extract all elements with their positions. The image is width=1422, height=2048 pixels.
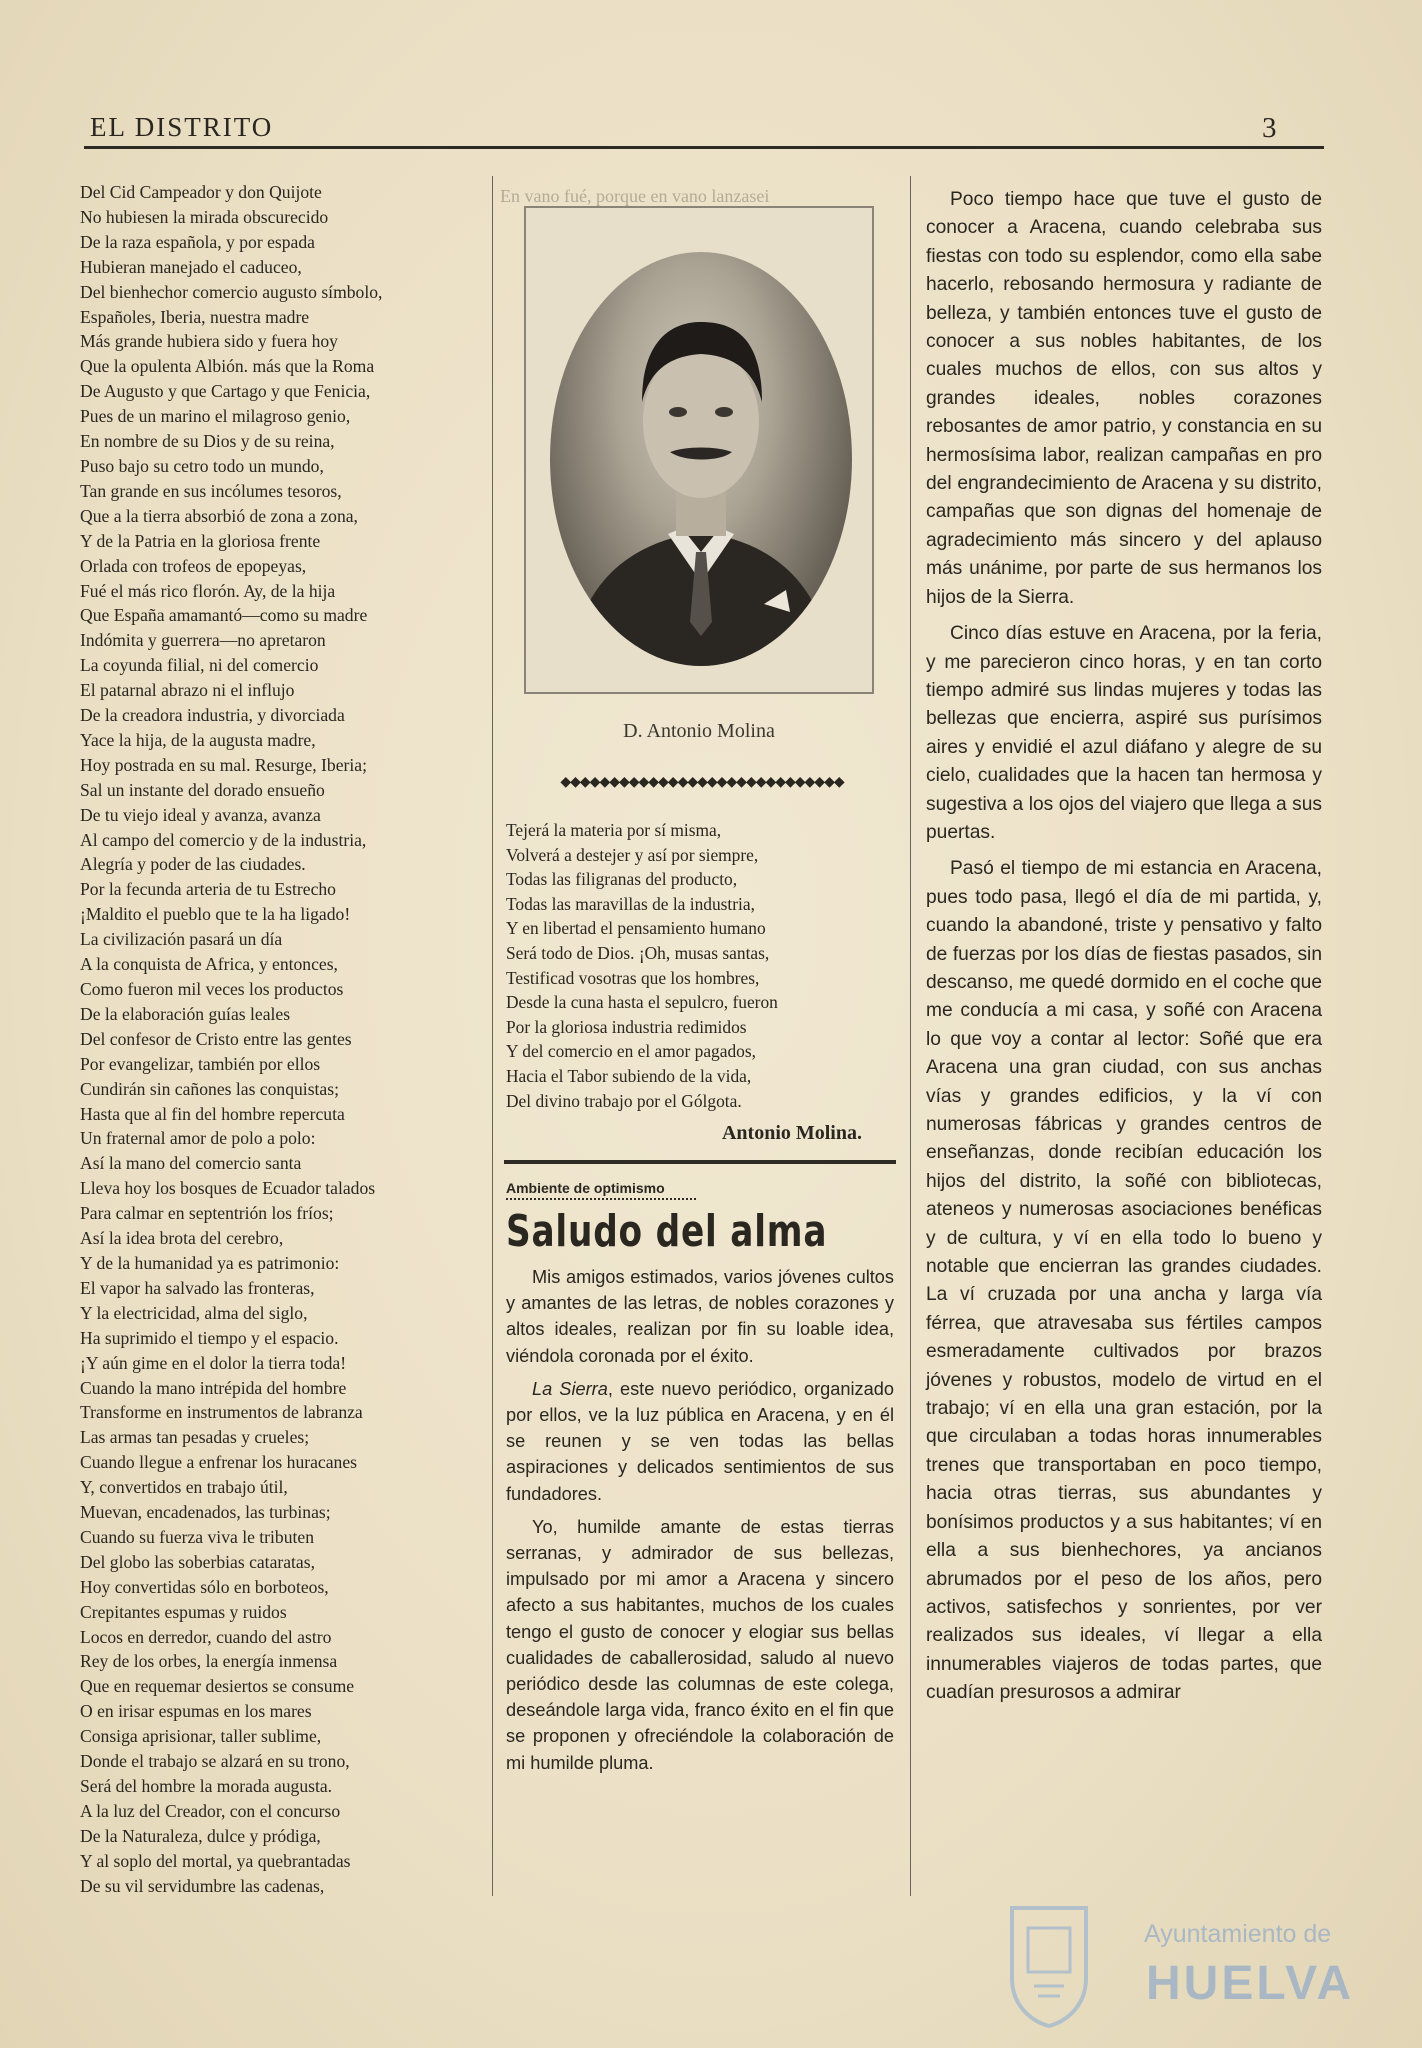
- right-paragraph: Cinco días estuve en Aracena, por la feria, y me parecieron cinco horas, y en tan corto tiempo admiré sus lindas mujeres y todas las bellezas que encierra, aspiré sus purísimos aires y envidié el azul diáfano y alegre de su cielo, cualidades que la hacen tan hermosa y sugestiva a los ojos del viajero que llega a sus puertas.: [926, 623, 1322, 843]
- newspaper-name: La Sierra: [532, 1378, 608, 1399]
- poem-left-column: [80, 180, 480, 1899]
- poem-middle-column: [506, 818, 890, 1113]
- watermark-line2: HUELVA: [1146, 1957, 1355, 2010]
- section-label-underline: [506, 1198, 696, 1200]
- poem-line: Consiga aprisionar, taller sublime,: [80, 1726, 322, 1747]
- poem-line: Y del comercio en el amor pagados,: [506, 1041, 756, 1062]
- bleed-through-text: En vano fué, porque en vano lanzasei: [500, 186, 770, 206]
- article-headline: Saludo del alma: [506, 1206, 828, 1257]
- page-number: 3: [1262, 112, 1277, 144]
- poem-line: Y en libertad el pensamiento humano: [506, 918, 766, 939]
- poem-line: Un fraternal amor de polo a polo:: [80, 1128, 316, 1149]
- poem-line: Para calmar en septentrión los fríos;: [80, 1203, 334, 1224]
- poem-line: De la creadora industria, y divorciada: [80, 705, 345, 726]
- poem-line: Más grande hubiera sido y fuera hoy: [80, 331, 338, 352]
- poem-line: Por la gloriosa industria redimidos: [506, 1016, 747, 1037]
- poem-line: De Augusto y que Cartago y que Fenicia,: [80, 381, 371, 402]
- poem-line: De la Naturaleza, dulce y pródiga,: [80, 1825, 321, 1846]
- poem-line: Puso bajo su cetro todo un mundo,: [80, 455, 324, 476]
- poem-line: Cuando la mano intrépida del hombre: [80, 1377, 347, 1398]
- poem-line: Pues de un marino el milagroso genio,: [80, 406, 351, 427]
- poem-line: O en irisar espumas en los mares: [80, 1701, 312, 1722]
- poem-line: Lleva hoy los bosques de Ecuador talados: [80, 1178, 376, 1199]
- poem-line: Del confesor de Cristo entre las gentes: [80, 1028, 352, 1049]
- coat-of-arms-icon: [1004, 1898, 1094, 2028]
- poem-line: Orlada con trofeos de epopeyas,: [80, 555, 307, 576]
- poem-line: Locos en derredor, cuando del astro: [80, 1626, 332, 1647]
- poem-line: Del globo las soberbias cataratas,: [80, 1551, 315, 1572]
- poem-line: Por evangelizar, también por ellos: [80, 1053, 321, 1074]
- poem-line: Y de la Patria en la gloriosa frente: [80, 530, 321, 551]
- poem-line: Será todo de Dios. ¡Oh, musas santas,: [506, 942, 770, 963]
- column-divider-left: [492, 176, 493, 1896]
- poem-line: Tan grande en sus incólumes tesoros,: [80, 480, 342, 501]
- poem-line: De tu viejo ideal y avanza, avanza: [80, 804, 321, 825]
- poem-line: Por la fecunda arteria de tu Estrecho: [80, 879, 336, 900]
- poem-line: A la luz del Creador, con el concurso: [80, 1800, 341, 1821]
- poem-line: Cuando su fuerza viva le tributen: [80, 1526, 315, 1547]
- poem-line: La coyunda filial, ni del comercio: [80, 655, 319, 676]
- poem-line: No hubiesen la mirada obscurecido: [80, 206, 329, 227]
- poem-line: Sal un instante del dorado ensueño: [80, 779, 325, 800]
- portrait-photo: [524, 206, 874, 694]
- section-label: Ambiente de optimismo: [506, 1180, 665, 1196]
- poem-line: Yace la hija, de la augusta madre,: [80, 729, 316, 750]
- poem-line: Del bienhechor comercio augusto símbolo,: [80, 281, 383, 302]
- poem-signature: Antonio Molina.: [721, 1122, 862, 1144]
- right-paragraph: Pasó el tiempo de mi estancia en Aracena, pues todo pasa, llegó el día de mi partida, y, cuando la abandoné, triste y pensativo y falto de fuerzas por los días de fiestas pasados, sin descanso, me quedé dormido en el coche que me conducía a mi casa, y soñé con Aracena lo que voy a contar al lector: Soñé que era Aracena una gran ciudad, con sus anchas vías y grandes edificios, y la ví con numerosas fábricas y grandes centros de enseñanzas, donde recibían educación los hijos del distrito, la soñé con bibliotecas, ateneos y numerosas asociaciones benéficas y de cultura, y ví en ella todo lo bueno y notable que encierran las grandes ciudades. La ví cruzada por una ancha y larga vía férrea, que atravesaba sus fértiles campos esmeradamente cultivados por brazos jóvenes y robustos, modelo de virtud en el trabajo; ví en ella una gran estación, por la que circulaban a todas horas innumerables trenes que transportaban en poco tiempo, hacia otras tierras, sus abundantes y bonísimos productos y a sus habitantes; ví en ella a sus bienhechores, ya ancianos abrumados por el peso de los años, pero activos, satisfechos y sonrientes, por ver realizados sus ideales, ví llegar a ella innumerables viajeros de todas partes, que cuadían presurosos a admirar: [926, 858, 1322, 1704]
- poem-line: Fué el más rico florón. Ay, de la hija: [80, 580, 336, 601]
- poem-line: Así la mano del comercio santa: [80, 1153, 302, 1174]
- poem-line: Transforme en instrumentos de labranza: [80, 1402, 363, 1423]
- poem-line: De su vil servidumbre las cadenas,: [80, 1875, 325, 1896]
- poem-line: Testificad vosotras que los hombres,: [506, 967, 760, 988]
- poem-line: Hoy postrada en su mal. Resurge, Iberia;: [80, 754, 367, 775]
- poem-line: Que la opulenta Albión. más que la Roma: [80, 356, 375, 377]
- poem-line: ¡Y aún gime en el dolor la tierra toda!: [80, 1352, 347, 1373]
- poem-line: Hubieran manejado el caduceo,: [80, 256, 302, 277]
- photo-caption: D. Antonio Molina: [623, 720, 775, 742]
- right-paragraph: Poco tiempo hace que tuve el gusto de conocer a Aracena, cuando celebraba sus fiestas con todo su esplendor, como ella sabe hacerlo, rebosando hermosura y radiante de belleza, y también entonces tuve el gusto de conocer a sus nobles habitantes, de los cuales muchos de ellos, con sus altos y grandes ideales, nobles corazones rebosantes de amor patrio, y constancia en su hermosísima labor, realizan campañas en pro del engrandecimiento de Aracena y su distrito, campañas que son dignas del homenaje de agradecimiento más sincero y del aplauso más unánime, por parte de sus hermanos los hijos de la Sierra.: [926, 189, 1322, 608]
- poem-line: De la raza española, y por espada: [80, 231, 315, 252]
- poem-line: Indómita y guerrera—no apretaron: [80, 630, 326, 651]
- poem-line: Todas las filigranas del producto,: [506, 869, 738, 890]
- header-rule: [84, 146, 1324, 149]
- poem-line: De la elaboración guías leales: [80, 1003, 291, 1024]
- poem-line: En nombre de su Dios y de su reina,: [80, 431, 335, 452]
- poem-line: Muevan, encadenados, las turbinas;: [80, 1502, 331, 1523]
- portrait-oval: [550, 252, 852, 666]
- poem-line: Las armas tan pesadas y crueles;: [80, 1427, 310, 1448]
- article-paragraph-text: , este nuevo periódico, organizado por ellos, ve la luz pública en Aracena, y en él se reunen y se ven todas las bellas aspiraciones y delicados sentimientos de sus fundadores.: [506, 1378, 894, 1504]
- poem-line: Así la idea brota del cerebro,: [80, 1228, 284, 1249]
- poem-line: Será del hombre la morada augusta.: [80, 1776, 333, 1796]
- watermark-line1: Ayuntamiento de: [1144, 1920, 1332, 1948]
- poem-line: Que en requemar desiertos se consume: [80, 1676, 355, 1697]
- poem-line: Hasta que al fin del hombre repercuta: [80, 1103, 345, 1124]
- poem-line: Alegría y poder de las ciudades.: [80, 854, 306, 875]
- article-paragraph: Mis amigos estimados, varios jóvenes cultos y amantes de las letras, de nobles corazones y altos ideales, realizan por fin su loable idea, viéndola coronada por el éxito.: [506, 1267, 894, 1366]
- poem-line: Españoles, Iberia, nuestra madre: [80, 306, 310, 327]
- poem-line: El vapor ha salvado las fronteras,: [80, 1277, 315, 1298]
- poem-line: Todas las maravillas de la industria,: [506, 893, 755, 914]
- poem-line: Que España amamantó—como su madre: [80, 605, 368, 626]
- poem-line: ¡Maldito el pueblo que te la ha ligado!: [80, 904, 351, 925]
- poem-line: Cundirán sin cañones las conquistas;: [80, 1078, 339, 1099]
- poem-line: Y la electricidad, alma del siglo,: [80, 1302, 308, 1323]
- poem-line: Tejerá la materia por sí misma,: [506, 820, 722, 840]
- poem-line: Al campo del comercio y de la industria,: [80, 829, 367, 850]
- article-body: [506, 1264, 894, 1783]
- poem-line: La civilización pasará un día: [80, 929, 283, 950]
- poem-line: Hoy convertidas sólo en borboteos,: [80, 1576, 329, 1597]
- poem-line: Cuando llegue a enfrenar los huracanes: [80, 1452, 357, 1473]
- poem-line: Y de la humanidad ya es patrimonio:: [80, 1252, 340, 1273]
- poem-line: Rey de los orbes, la energía inmensa: [80, 1651, 338, 1672]
- poem-line: Y al soplo del mortal, ya quebrantadas: [80, 1850, 351, 1871]
- poem-line: Desde la cuna hasta el sepulcro, fueron: [506, 992, 778, 1013]
- masthead-title: EL DISTRITO: [90, 112, 274, 142]
- poem-line: Volverá a destejer y así por siempre,: [506, 844, 759, 865]
- article-paragraph: Yo, humilde amante de estas tierras serranas, y admirador de sus bellezas, impulsado por mi amor a Aracena y sincero afecto a sus habitantes, muchos de los cuales tengo el gusto de conocer y elogiar sus bellas cualidades de caballerosidad, saludo al nuevo periódico desde las columnas de este colega, deseándole larga vida, franco éxito en el fin que se proponen y ofreciéndole la colaboración de mi humilde pluma.: [506, 1516, 894, 1773]
- poem-line: El patarnal abrazo ni el influjo: [80, 680, 295, 701]
- poem-line: A la conquista de Africa, y entonces,: [80, 954, 338, 975]
- article-paragraph: [506, 1376, 894, 1507]
- portrait-figure-icon: [550, 252, 852, 666]
- poem-line: Crepitantes espumas y ruidos: [80, 1601, 287, 1622]
- column-divider-right: [910, 176, 911, 1896]
- poem-line: Que a la tierra absorbió de zona a zona,: [80, 505, 358, 526]
- right-column-text: [926, 186, 1322, 1716]
- poem-line: Del Cid Campeador y don Quijote: [80, 182, 322, 202]
- poem-line: Ha suprimido el tiempo y el espacio.: [80, 1327, 339, 1348]
- section-rule: [504, 1160, 896, 1164]
- archive-watermark: [1004, 1898, 1404, 2028]
- poem-line: Del divino trabajo por el Gólgota.: [506, 1090, 742, 1111]
- poem-line: Donde el trabajo se alzará en su trono,: [80, 1751, 350, 1772]
- poem-line: Como fueron mil veces los productos: [80, 979, 344, 999]
- poem-line: Hacia el Tabor subiendo de la vida,: [506, 1065, 752, 1086]
- ornamental-divider: ◆◆◆◆◆◆◆◆◆◆◆◆◆◆◆◆◆◆◆◆◆◆◆◆◆◆◆◆◆: [560, 775, 844, 790]
- poem-line: Y, convertidos en trabajo útil,: [80, 1477, 288, 1498]
